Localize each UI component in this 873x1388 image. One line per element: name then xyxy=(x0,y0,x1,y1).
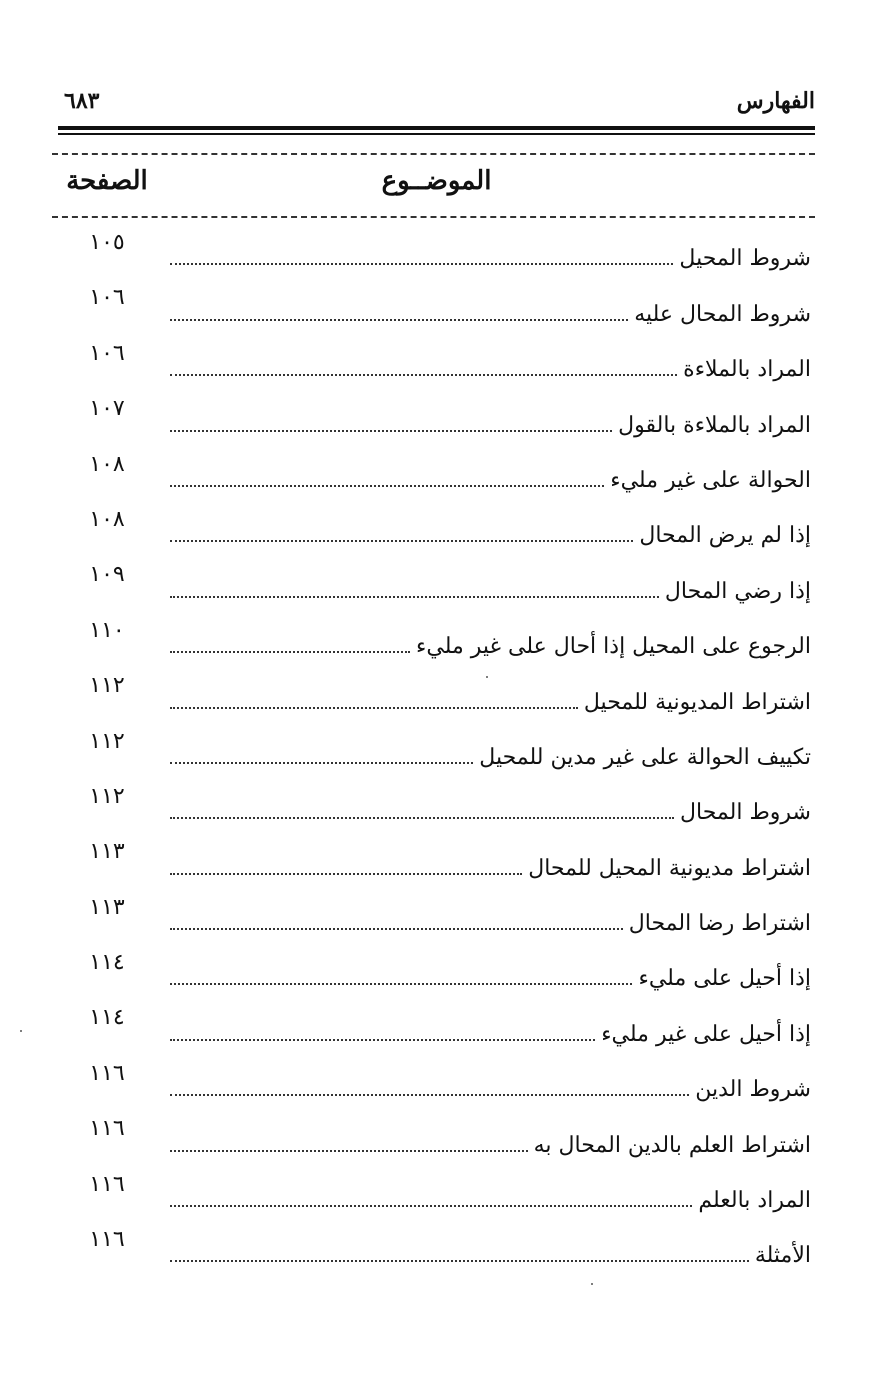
entry-page-number: ١١٢ xyxy=(89,673,125,699)
scan-speck xyxy=(486,676,488,678)
entry-title: الحوالة على غير مليء xyxy=(610,467,811,493)
toc-entry xyxy=(58,887,811,942)
entry-title: المراد بالملاءة xyxy=(683,357,811,383)
scan-speck xyxy=(591,1283,593,1285)
toc-list xyxy=(58,222,811,1274)
entry-page-number: ١١٤ xyxy=(89,950,125,976)
entry-title: إذا أحيل على غير مليء xyxy=(601,1021,811,1047)
page-column-header: الصفحة xyxy=(66,166,148,196)
page-number: ٦٨٣ xyxy=(64,88,100,114)
entry-page-number: ١١٦ xyxy=(89,1171,125,1197)
toc-entry xyxy=(58,776,811,831)
header-rule-thin xyxy=(58,133,815,135)
dot-leader xyxy=(170,651,410,653)
entry-page-number: ١٠٧ xyxy=(89,396,125,422)
entry-page-number: ١١٢ xyxy=(89,783,125,809)
entry-title: إذا رضي المحال xyxy=(664,578,811,604)
toc-entry xyxy=(58,831,811,886)
entry-title: اشتراط العلم بالدين المحال به xyxy=(533,1132,811,1158)
toc-entry xyxy=(58,997,811,1052)
toc-entry xyxy=(58,1164,811,1219)
entry-title: إذا لم يرض المحال xyxy=(639,523,811,549)
entry-page-number: ١١٣ xyxy=(89,894,125,920)
entry-title: المراد بالعلم xyxy=(698,1188,811,1214)
dot-leader xyxy=(170,983,632,985)
toc-entry xyxy=(58,222,811,277)
toc-entry xyxy=(58,444,811,499)
entry-page-number: ١١٦ xyxy=(89,1227,125,1253)
toc-entry xyxy=(58,1219,811,1274)
entry-page-number: ١٠٩ xyxy=(89,562,125,588)
entry-title: المراد بالملاءة بالقول xyxy=(618,412,811,438)
dot-leader xyxy=(170,263,673,265)
entry-page-number: ١١٢ xyxy=(89,728,125,754)
dot-leader xyxy=(170,596,659,598)
toc-entry xyxy=(58,554,811,609)
entry-title: اشتراط المديونية للمحيل xyxy=(583,689,811,715)
dot-leader xyxy=(170,1260,749,1262)
toc-entry xyxy=(58,277,811,332)
entry-title: الأمثلة xyxy=(754,1243,811,1269)
toc-entry xyxy=(58,1053,811,1108)
toc-entry xyxy=(58,665,811,720)
toc-entry xyxy=(58,721,811,776)
dot-leader xyxy=(170,1150,528,1152)
entry-page-number: ١٠٨ xyxy=(89,506,125,532)
entry-title: إذا أحيل على مليء xyxy=(638,966,811,992)
entry-page-number: ١١٦ xyxy=(89,1116,125,1142)
entry-title: اشتراط رضا المحال xyxy=(628,911,811,937)
entry-title: شروط المحيل xyxy=(679,246,811,272)
dot-leader xyxy=(170,430,612,432)
dashed-divider-header xyxy=(52,216,815,218)
toc-entry xyxy=(58,499,811,554)
dot-leader xyxy=(170,485,604,487)
entry-page-number: ١٠٥ xyxy=(89,230,125,255)
dashed-divider-top xyxy=(52,153,815,155)
section-title: الفهارس xyxy=(736,88,815,114)
dot-leader xyxy=(170,540,633,542)
toc-entry xyxy=(58,333,811,388)
toc-entry xyxy=(58,1108,811,1163)
entry-title: تكييف الحوالة على غير مدين للمحيل xyxy=(479,744,811,770)
dot-leader xyxy=(170,1205,692,1207)
toc-entry xyxy=(58,942,811,997)
entry-title: الرجوع على المحيل إذا أحال على غير مليء xyxy=(416,634,811,660)
dot-leader xyxy=(170,817,674,819)
entry-title: اشتراط مديونية المحيل للمحال xyxy=(528,855,811,881)
entry-page-number: ١١٠ xyxy=(89,617,125,643)
entry-page-number: ١٠٨ xyxy=(89,451,125,477)
dot-leader xyxy=(170,1039,595,1041)
dot-leader xyxy=(170,1094,689,1096)
entry-page-number: ١١٦ xyxy=(89,1060,125,1086)
scan-speck xyxy=(20,1030,22,1032)
subject-column-header: الموضــوع xyxy=(381,166,492,196)
entry-title: شروط المحال عليه xyxy=(634,301,811,327)
dot-leader xyxy=(170,762,473,764)
entry-page-number: ١٠٦ xyxy=(89,340,125,366)
entry-title: شروط الدين xyxy=(695,1077,811,1103)
toc-entry xyxy=(58,388,811,443)
toc-entry xyxy=(58,610,811,665)
entry-page-number: ١١٣ xyxy=(89,839,125,865)
dot-leader xyxy=(170,374,677,376)
dot-leader xyxy=(170,707,578,709)
entry-page-number: ١١٤ xyxy=(89,1005,125,1031)
entry-title: شروط المحال xyxy=(680,800,811,826)
dot-leader xyxy=(170,873,522,875)
running-head xyxy=(58,88,815,124)
header-rule-thick xyxy=(58,126,815,130)
dot-leader xyxy=(170,928,623,930)
dot-leader xyxy=(170,319,628,321)
entry-page-number: ١٠٦ xyxy=(89,285,125,311)
